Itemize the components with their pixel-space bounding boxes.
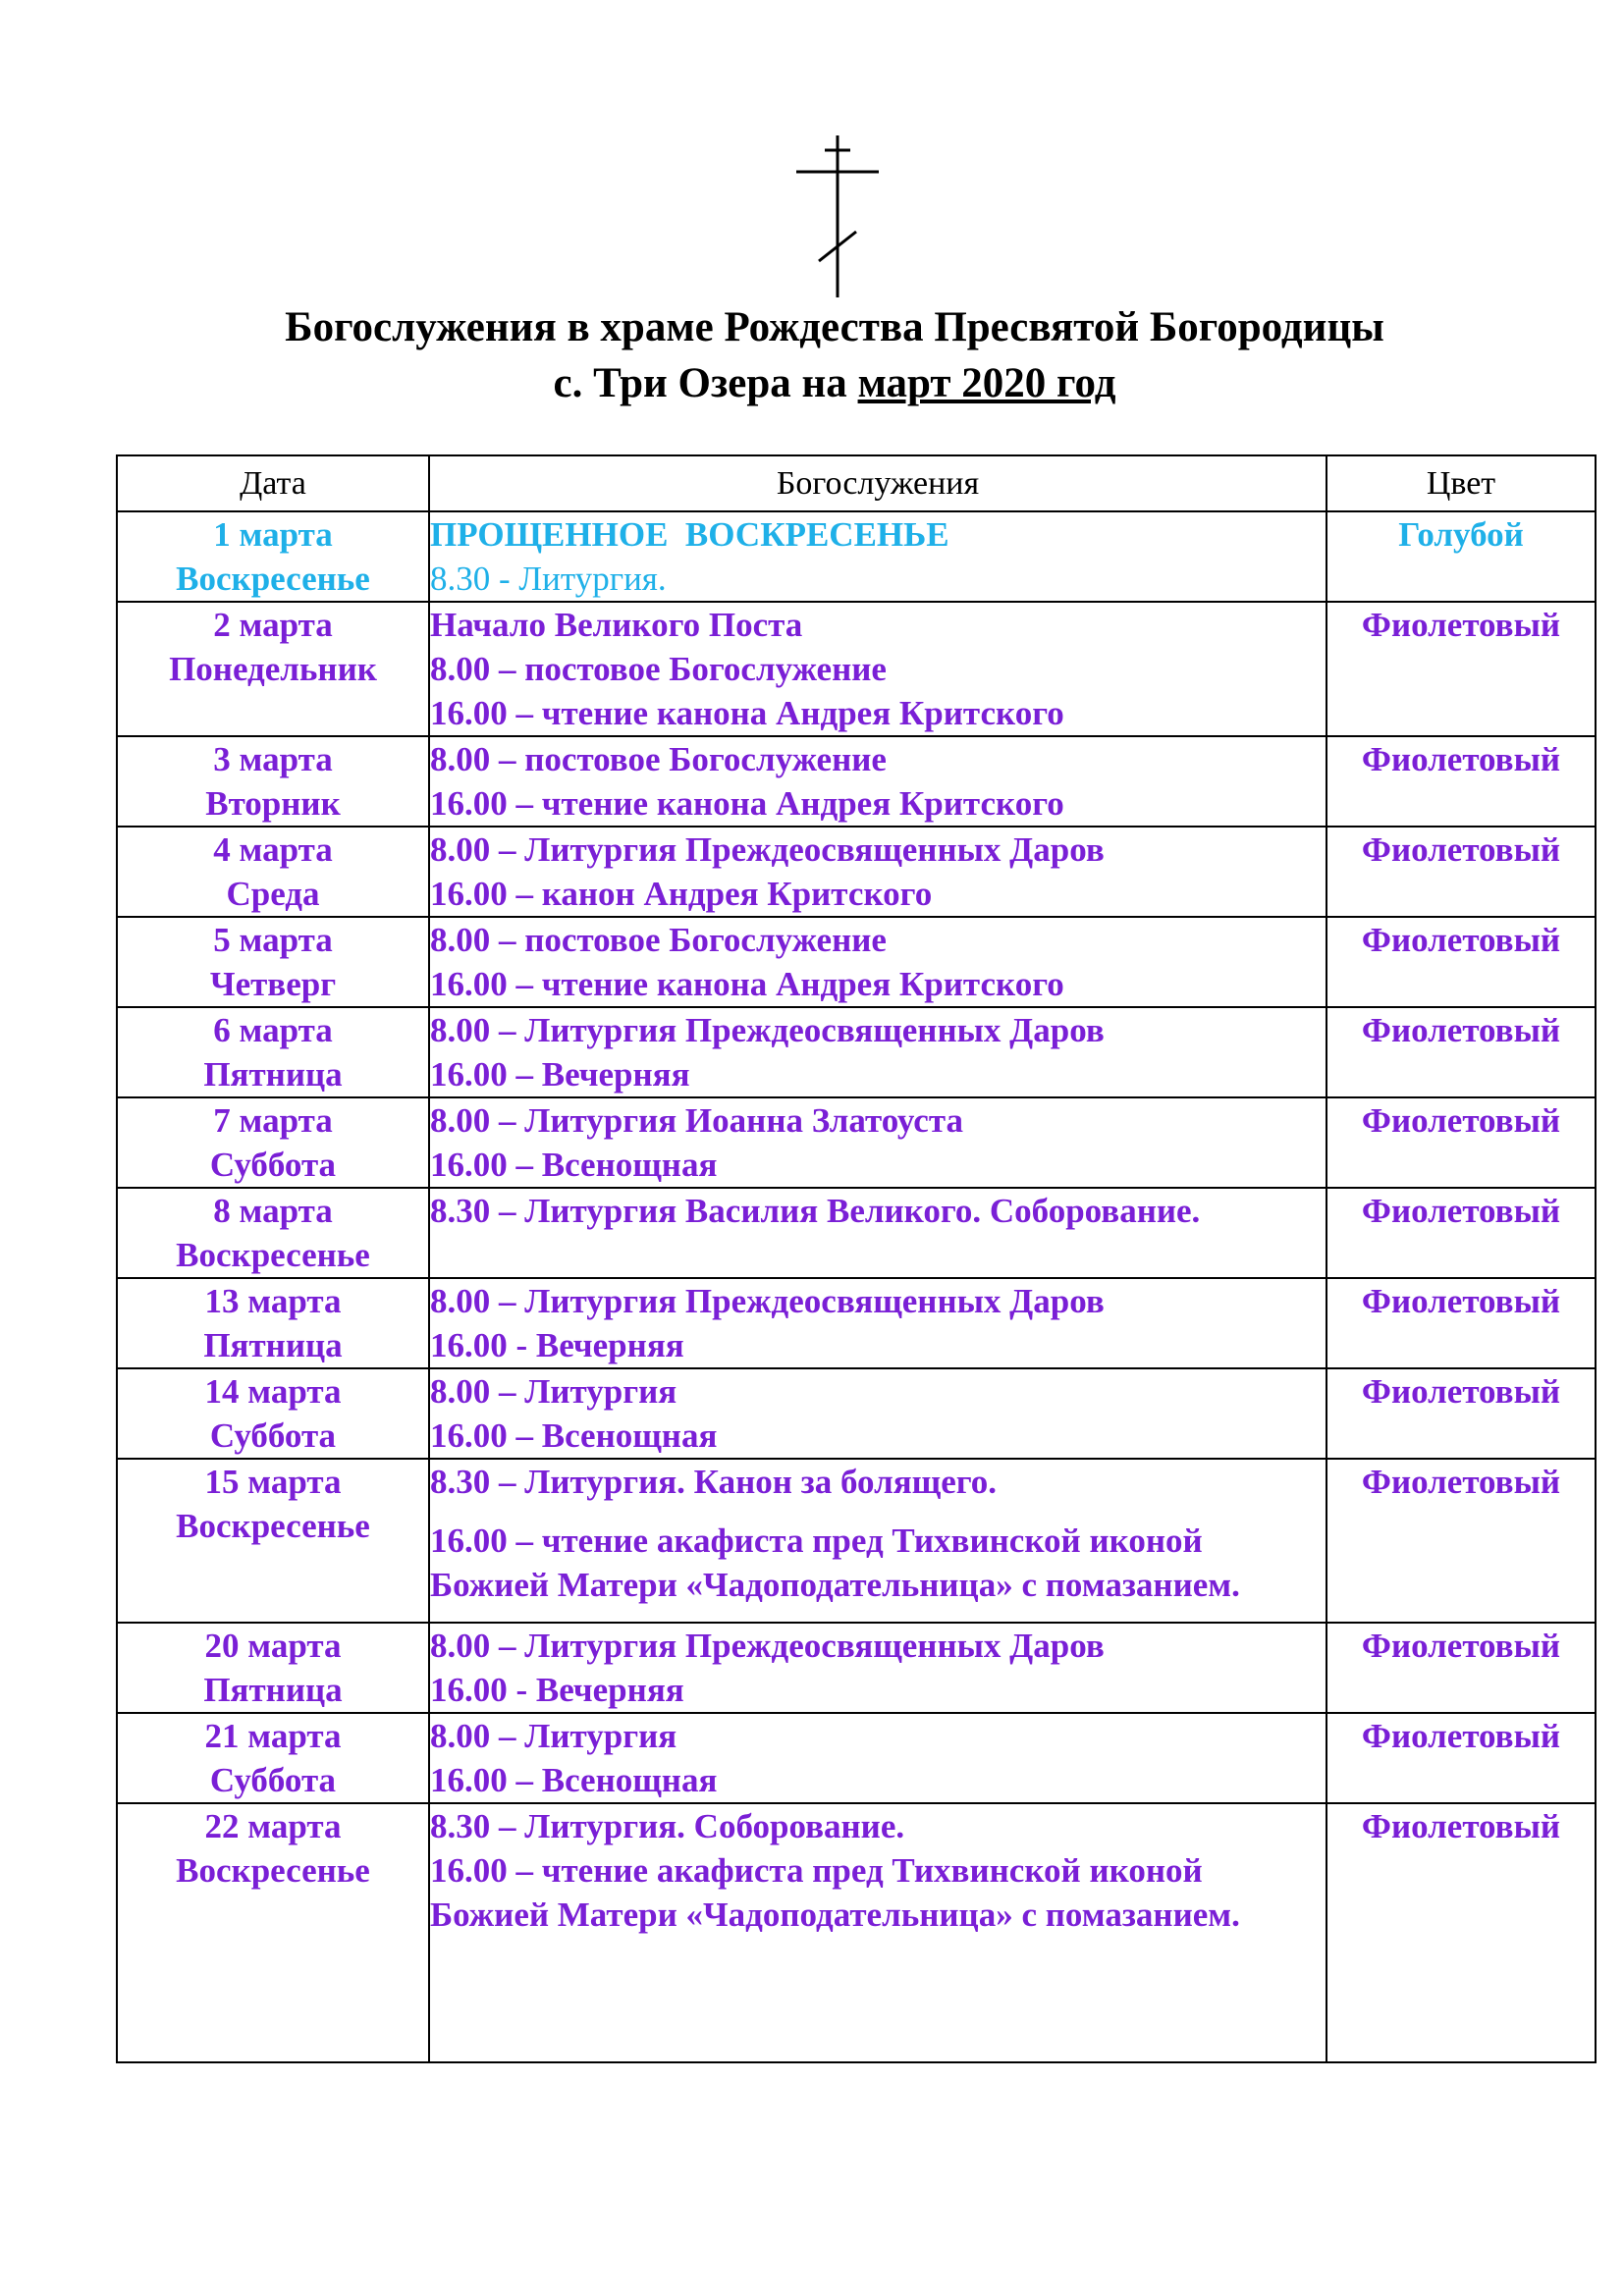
table-row (117, 1623, 1596, 1713)
weekday-text: Суббота (209, 1416, 337, 1455)
date-cell (117, 1803, 429, 2062)
table-row (117, 1097, 1596, 1188)
services-cell (429, 736, 1326, 827)
services-cell (429, 827, 1326, 917)
service-line: 16.00 - Вечерняя (430, 1671, 684, 1709)
orthodox-cross-icon (793, 135, 882, 297)
service-line: 16.00 – Всенощная (430, 1761, 718, 1799)
date-cell (117, 917, 429, 1007)
weekday-text: Четверг (209, 965, 337, 1003)
table-row (117, 1803, 1596, 2062)
service-line: 16.00 - Вечерняя (430, 1326, 684, 1364)
table-row (117, 1459, 1596, 1623)
date-text: 15 марта (204, 1463, 342, 1501)
service-line: 16.00 – Вечерняя (430, 1055, 690, 1094)
services-cell (429, 1188, 1326, 1278)
weekday-text: Понедельник (169, 650, 377, 688)
services-cell (429, 1459, 1326, 1623)
weekday-text: Пятница (203, 1055, 343, 1094)
date-text: 22 марта (204, 1807, 342, 1845)
color-cell: Фиолетовый (1326, 602, 1596, 736)
date-cell (117, 511, 429, 602)
table-row (117, 917, 1596, 1007)
date-cell (117, 736, 429, 827)
date-text: 5 марта (213, 921, 333, 959)
table-row (117, 827, 1596, 917)
date-cell (117, 1097, 429, 1188)
date-cell (117, 1623, 429, 1713)
color-cell: Фиолетовый (1326, 827, 1596, 917)
schedule-table (116, 454, 1597, 2063)
services-cell (429, 1623, 1326, 1713)
table-row (117, 1713, 1596, 1803)
service-line: 16.00 – чтение акафиста пред Тихвинской иконой Божией Матери «Чадоподательница» с помазанием. (430, 1522, 1240, 1604)
column-header-color: Цвет (1326, 455, 1596, 511)
date-cell (117, 827, 429, 917)
date-text: 21 марта (204, 1717, 342, 1755)
weekday-text: Пятница (203, 1326, 343, 1364)
date-text: 6 марта (213, 1011, 333, 1049)
service-line: 8.00 – постовое Богослужение (430, 740, 887, 778)
services-cell (429, 1713, 1326, 1803)
color-cell: Фиолетовый (1326, 1623, 1596, 1713)
date-text: 3 марта (213, 740, 333, 778)
service-line: 8.30 – Литургия. Канон за болящего. (430, 1463, 998, 1501)
service-line: 16.00 – Всенощная (430, 1146, 718, 1184)
weekday-text: Вторник (205, 784, 341, 823)
services-cell (429, 511, 1326, 602)
color-cell: Фиолетовый (1326, 1188, 1596, 1278)
title-line-2-prefix: с. Три Озера на (553, 360, 858, 406)
weekday-text: Воскресенье (176, 560, 370, 598)
weekday-text: Воскресенье (176, 1507, 370, 1545)
service-line: 8.30 - Литургия. (430, 560, 667, 598)
column-header-date: Дата (117, 455, 429, 511)
services-cell (429, 1007, 1326, 1097)
services-cell (429, 1803, 1326, 2062)
service-line: 8.30 – Литургия Василия Великого. Соборование. (430, 1192, 1201, 1230)
weekday-text: Пятница (203, 1671, 343, 1709)
page-title (0, 299, 1624, 411)
services-cell (429, 1368, 1326, 1459)
service-line: 16.00 – Всенощная (430, 1416, 718, 1455)
service-line: 8.00 – Литургия Преждеосвященных Даров (430, 1011, 1105, 1049)
color-cell: Фиолетовый (1326, 1459, 1596, 1623)
service-line: Начало Великого Поста (430, 606, 803, 644)
service-line: 8.00 – Литургия (430, 1717, 677, 1755)
date-text: 14 марта (204, 1372, 342, 1411)
weekday-text: Суббота (209, 1761, 337, 1799)
services-cell (429, 1278, 1326, 1368)
service-line: 8.00 – Литургия Преждеосвященных Даров (430, 1282, 1105, 1320)
title-month: март 2020 год (857, 360, 1116, 406)
table-row (117, 1278, 1596, 1368)
column-header-services: Богослужения (429, 455, 1326, 511)
service-line: 8.30 – Литургия. Соборование. (430, 1807, 905, 1845)
color-cell: Фиолетовый (1326, 1803, 1596, 2062)
service-line: 8.00 – Литургия Преждеосвященных Даров (430, 1627, 1105, 1665)
service-line: 16.00 – канон Андрея Критского (430, 875, 933, 913)
services-cell (429, 602, 1326, 736)
services-cell (429, 917, 1326, 1007)
services-cell (429, 1097, 1326, 1188)
title-line-1: Богослужения в храме Рождества Пресвятой Богородицы (285, 304, 1384, 350)
table-row (117, 736, 1596, 827)
date-text: 1 марта (213, 515, 333, 554)
service-line: 16.00 – чтение акафиста пред Тихвинской иконой Божией Матери «Чадоподательница» с помазанием. (430, 1851, 1240, 1934)
date-text: 20 марта (204, 1627, 342, 1665)
date-text: 7 марта (213, 1101, 333, 1140)
date-cell (117, 1368, 429, 1459)
service-line: 8.00 – Литургия Иоанна Златоуста (430, 1101, 963, 1140)
color-cell: Голубой (1326, 511, 1596, 602)
color-cell: Фиолетовый (1326, 1368, 1596, 1459)
table-row (117, 1368, 1596, 1459)
weekday-text: Среда (226, 875, 320, 913)
table-row (117, 602, 1596, 736)
table-row (117, 1007, 1596, 1097)
service-line: ПРОЩЕННОЕ ВОСКРЕСЕНЬЕ (430, 515, 949, 554)
service-line: 16.00 – чтение канона Андрея Критского (430, 694, 1064, 732)
service-line: 8.00 – постовое Богослужение (430, 921, 887, 959)
color-cell: Фиолетовый (1326, 1007, 1596, 1097)
table-row (117, 1188, 1596, 1278)
date-cell (117, 602, 429, 736)
service-line: 16.00 – чтение канона Андрея Критского (430, 784, 1064, 823)
date-cell (117, 1007, 429, 1097)
color-cell: Фиолетовый (1326, 917, 1596, 1007)
service-line: 8.00 – Литургия Преждеосвященных Даров (430, 830, 1105, 869)
date-text: 13 марта (204, 1282, 342, 1320)
weekday-text: Суббота (209, 1146, 337, 1184)
color-cell: Фиолетовый (1326, 1713, 1596, 1803)
service-line: 8.00 – постовое Богослужение (430, 650, 887, 688)
date-cell (117, 1188, 429, 1278)
date-text: 8 марта (213, 1192, 333, 1230)
color-cell: Фиолетовый (1326, 1097, 1596, 1188)
weekday-text: Воскресенье (176, 1851, 370, 1890)
date-cell (117, 1278, 429, 1368)
color-cell: Фиолетовый (1326, 1278, 1596, 1368)
weekday-text: Воскресенье (176, 1236, 370, 1274)
table-header-row (117, 455, 1596, 511)
table-row (117, 511, 1596, 602)
date-cell (117, 1459, 429, 1623)
date-cell (117, 1713, 429, 1803)
title-line-2 (0, 355, 1624, 411)
service-line: 8.00 – Литургия (430, 1372, 677, 1411)
color-cell: Фиолетовый (1326, 736, 1596, 827)
date-text: 2 марта (213, 606, 333, 644)
service-line: 16.00 – чтение канона Андрея Критского (430, 965, 1064, 1003)
date-text: 4 марта (213, 830, 333, 869)
